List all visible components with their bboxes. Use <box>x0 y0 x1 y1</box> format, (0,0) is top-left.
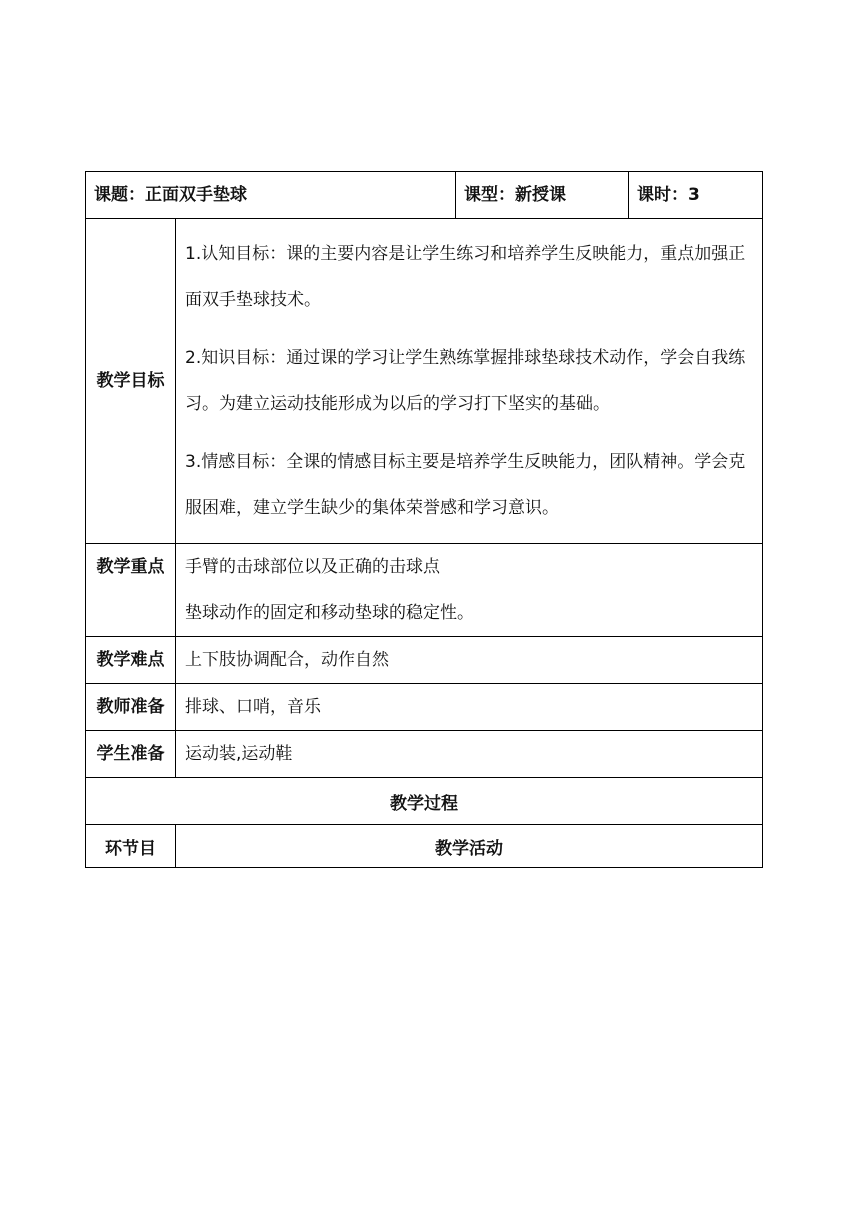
key-points-label-cell <box>86 544 176 637</box>
teacher-prep-text: 排球、口哨，音乐 <box>185 697 321 717</box>
type-cell <box>456 172 629 219</box>
stage-header: 环节目 <box>105 838 156 859</box>
objective-knowledge: 2.知识目标：通过课的学习让学生熟练掌握排球垫球技术动作，学会自我练习。为建立运动技能形成为以后的学习打下坚实的基础。 <box>185 348 746 414</box>
process-header-row <box>86 825 763 868</box>
objective-cognitive: 1.认知目标：课的主要内容是让学生练习和培养学生反映能力，重点加强正面双手垫球技术。 <box>185 244 746 310</box>
objectives-content-cell <box>176 219 763 544</box>
key-points-row <box>86 544 763 637</box>
student-prep-label-cell <box>86 731 176 778</box>
key-points-label: 教学重点 <box>96 557 165 577</box>
difficulties-label: 教学难点 <box>96 650 165 670</box>
objectives-row <box>86 219 763 544</box>
teacher-prep-label-cell <box>86 684 176 731</box>
student-prep-content-cell <box>176 731 763 778</box>
header-row <box>86 172 763 219</box>
stage-header-cell <box>86 825 176 868</box>
objectives-label: 教学目标 <box>96 371 165 391</box>
student-prep-text: 运动装,运动鞋 <box>185 744 293 764</box>
difficulties-text: 上下肢协调配合，动作自然 <box>185 650 389 670</box>
lesson-plan-table <box>85 171 763 868</box>
activity-header-cell <box>176 825 763 868</box>
objective-emotional: 3.情感目标：全课的情感目标主要是培养学生反映能力，团队精神。学会克服困难，建立学生缺少的集体荣誉感和学习意识。 <box>185 452 746 518</box>
difficulties-row <box>86 637 763 684</box>
hours-cell <box>629 172 763 219</box>
key-point-2: 垫球动作的固定和移动垫球的稳定性。 <box>185 603 474 623</box>
teacher-prep-content-cell <box>176 684 763 731</box>
objectives-label-cell <box>86 219 176 544</box>
student-prep-label: 学生准备 <box>96 744 165 764</box>
student-prep-row <box>86 731 763 778</box>
topic-cell <box>86 172 456 219</box>
process-title-cell <box>86 778 763 825</box>
key-point-1: 手臂的击球部位以及正确的击球点 <box>185 557 440 577</box>
process-title-row <box>86 778 763 825</box>
lesson-hours-text: 课时：3 <box>637 185 700 205</box>
difficulties-content-cell <box>176 637 763 684</box>
activity-header: 教学活动 <box>435 838 503 859</box>
lesson-type-text: 课型：新授课 <box>464 185 566 205</box>
topic-text: 课题：正面双手垫球 <box>94 185 247 205</box>
key-points-content-cell <box>176 544 763 637</box>
process-title: 教学过程 <box>390 793 458 814</box>
teacher-prep-label: 教师准备 <box>96 697 165 717</box>
difficulties-label-cell <box>86 637 176 684</box>
teacher-prep-row <box>86 684 763 731</box>
